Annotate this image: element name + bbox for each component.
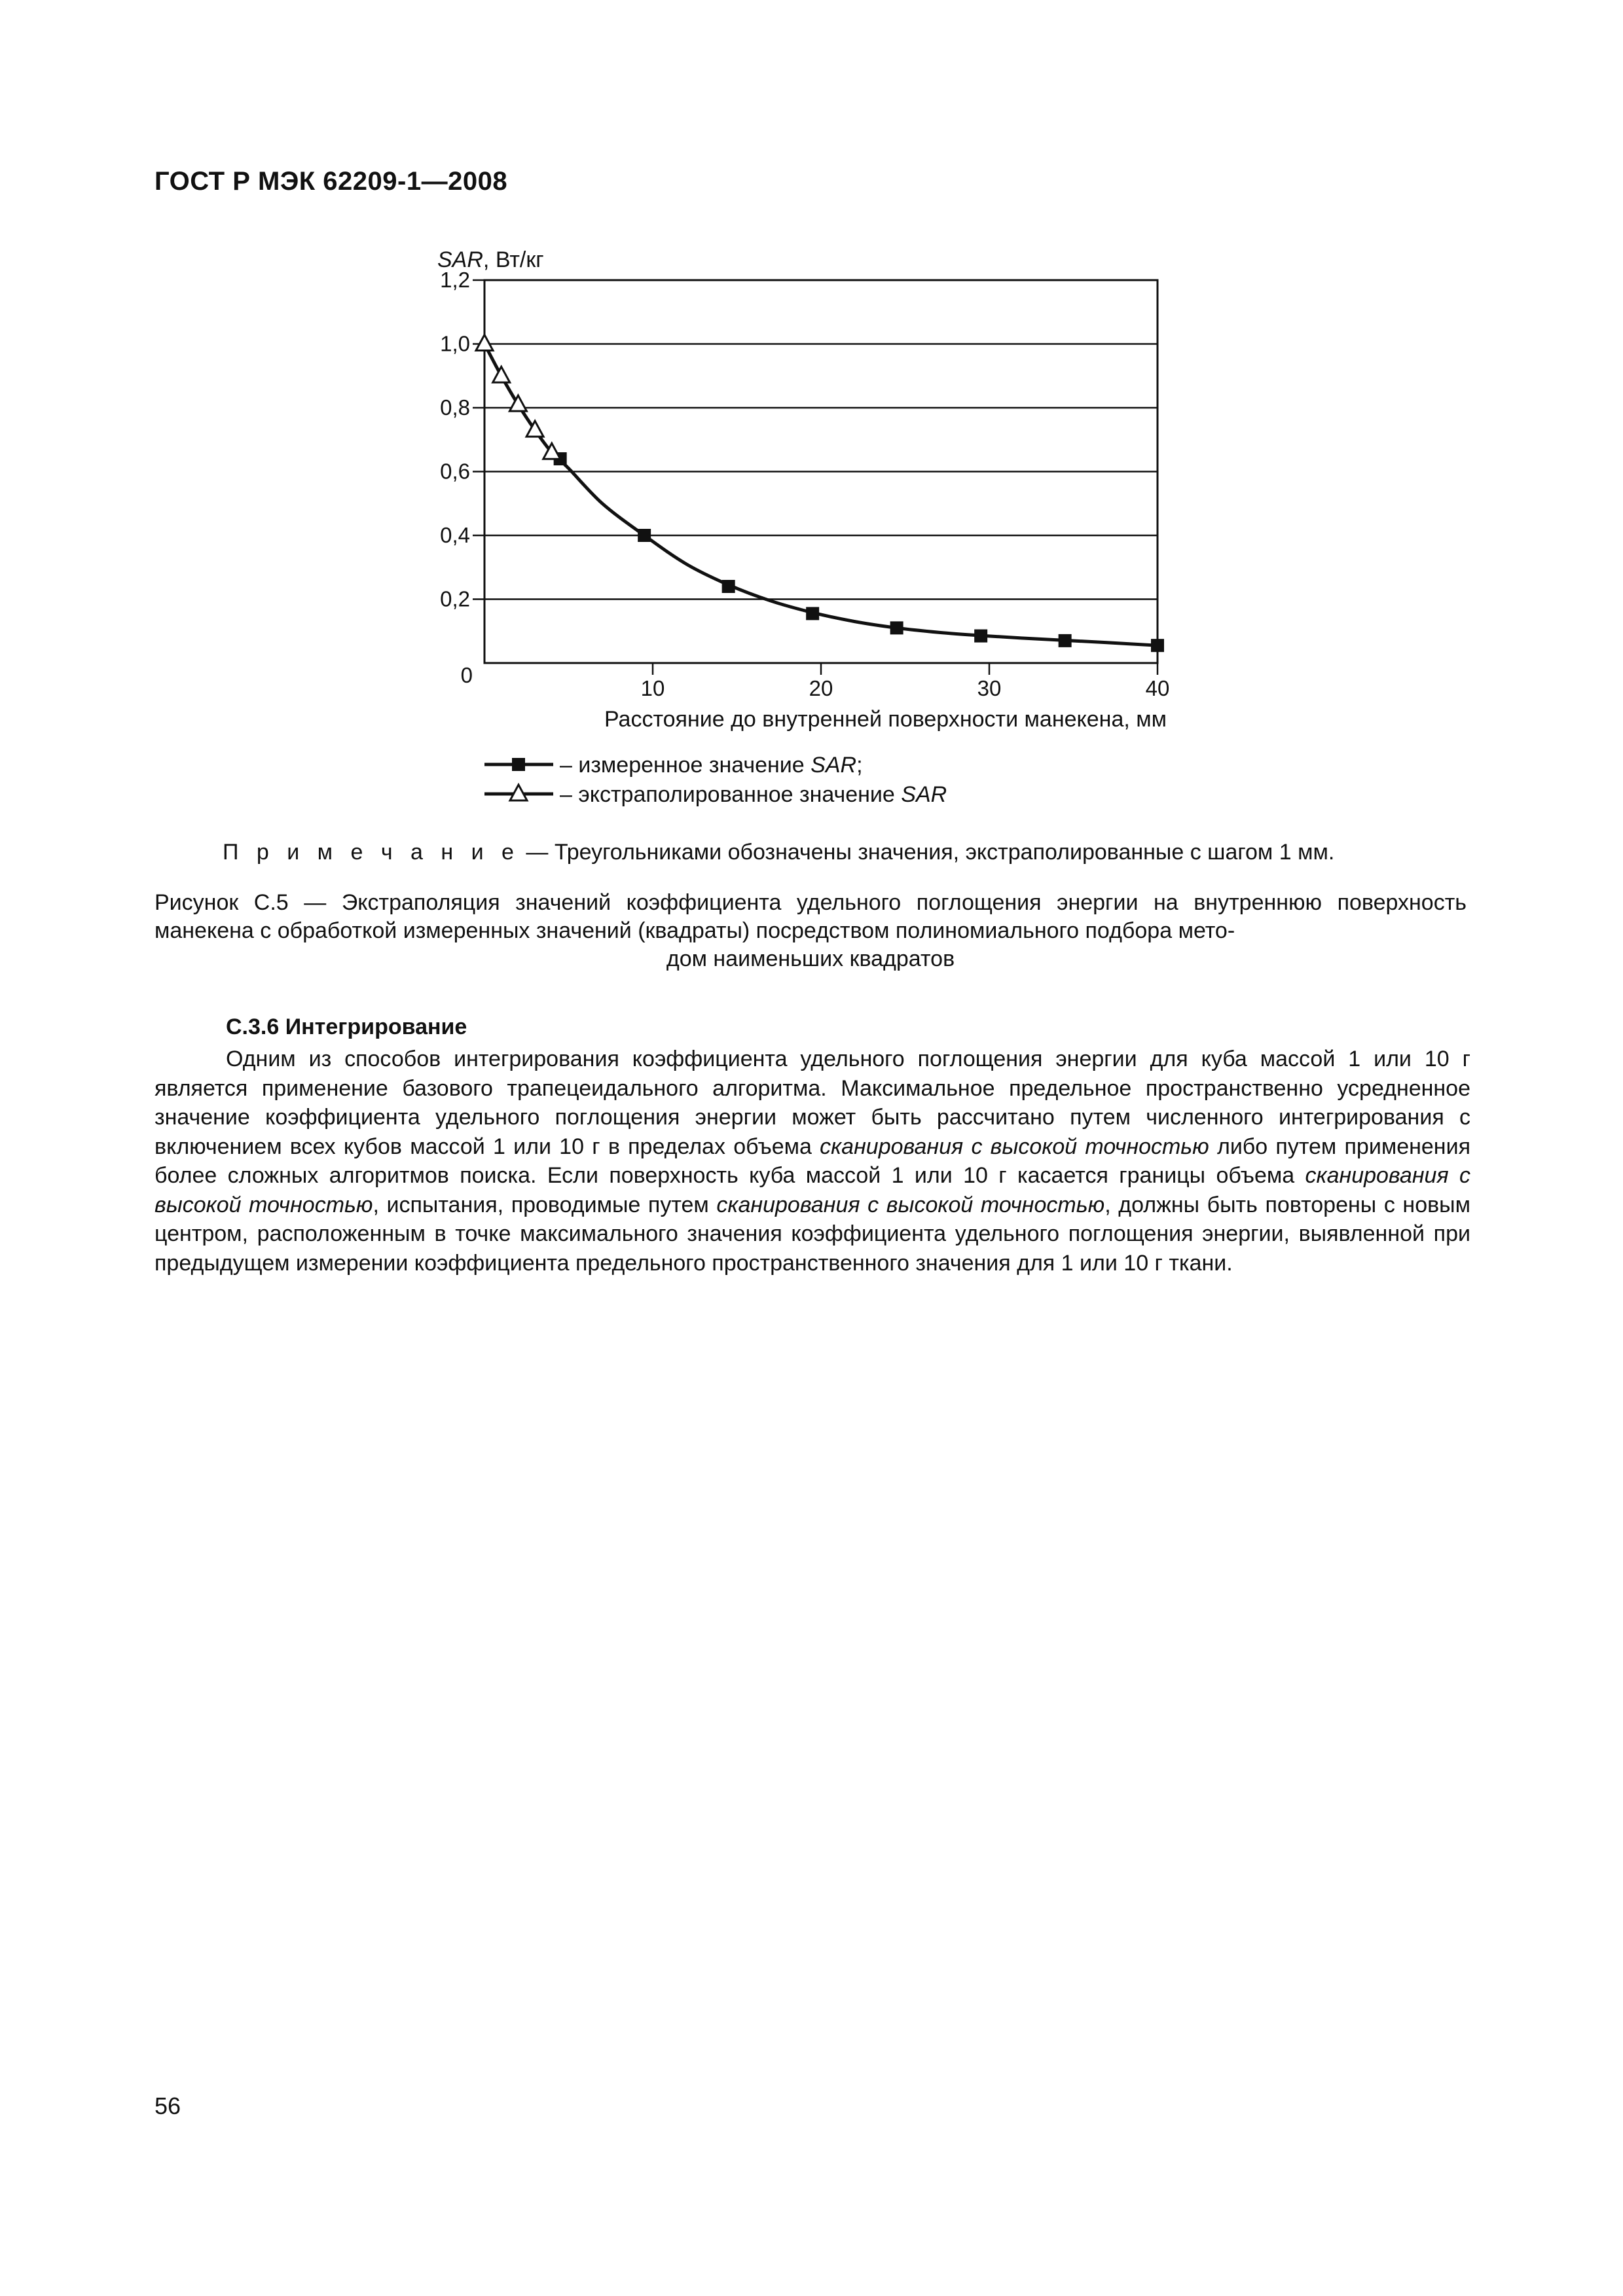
note-label: П р и м е ч а н и е <box>223 840 520 865</box>
y-tick-label: 0,2 <box>440 586 470 611</box>
label-layer <box>437 247 1169 732</box>
y-tick-label: 0,6 <box>440 459 470 484</box>
triangle-marker <box>493 367 510 382</box>
paragraph-text-3: , испытания, проводимые путем <box>373 1192 717 1217</box>
legend-layer <box>484 753 947 807</box>
legend-label: – экстраполированное значение SAR <box>560 782 947 807</box>
x-axis-label: Расстояние до внутренней поверхности манекена, мм <box>604 707 1167 732</box>
caption-main: Рисунок С.5 — Экстраполяция значений коэффициента удельного поглощения энергии на внутреннюю поверхность манекена с обработкой измеренных значений (квадраты) посредством полиномиального подбора мето- <box>155 890 1467 943</box>
square-marker <box>974 630 987 643</box>
page-number: 56 <box>155 2092 181 2119</box>
triangle-marker <box>476 335 493 351</box>
y-tick-label: 0,8 <box>440 395 470 420</box>
x-tick-label: 20 <box>809 676 833 700</box>
y-tick-label: 1,0 <box>440 331 470 356</box>
note-text: — Треугольниками обозначены значения, экстраполированные с шагом 1 мм. <box>519 840 1335 865</box>
marker-layer <box>476 335 1164 653</box>
paragraph-text-4: , должны быть повторены с новым центром, расположенным в точке максимального значения коэффициента удельного поглощения энергии, выявленной при предыдущем измерении коэффициента предельного пространственного значения для 1 или 10 г ткани. <box>155 1192 1470 1276</box>
section-paragraph <box>155 1045 1470 1278</box>
grid-layer <box>484 344 1158 600</box>
curve-layer <box>484 344 1158 646</box>
caption-last-line: дом наименьших квадратов <box>666 946 955 971</box>
fit-curve <box>484 344 1158 646</box>
y-tick-label: 0 <box>460 663 473 687</box>
legend-label: – измеренное значение SAR; <box>560 753 863 778</box>
square-marker <box>806 607 819 620</box>
square-marker <box>512 758 525 771</box>
paragraph-text-1: Одним из способов интегрирования коэффициента удельного поглощения энергии для куба массой 1 или 10 г является применение базового трапецеидального алгоритма. Максимальное предельное пространственно усредненное значение коэффициента удельного поглощения энергии может быть рассчитано путем численного интегрирования с включением всех кубов массой 1 или 10 г в пределах объема <box>155 1047 1470 1159</box>
paragraph-italic-3: сканирования с высокой точностью <box>716 1192 1105 1217</box>
square-marker <box>890 621 903 634</box>
y-axis-label: SAR, Вт/кг <box>437 247 544 272</box>
figure-caption <box>155 889 1467 973</box>
section-title: С.3.6 Интегрирование <box>226 1014 467 1039</box>
x-tick-label: 30 <box>977 676 1002 700</box>
paragraph-italic-2: сканирования с высокой точностью <box>155 1163 1470 1217</box>
square-marker <box>1059 634 1072 647</box>
square-marker <box>722 580 735 593</box>
sar-chart <box>0 0 1623 831</box>
paragraph-italic-1: сканирования с высокой точностью <box>820 1134 1209 1159</box>
y-tick-label: 0,4 <box>440 523 470 547</box>
square-marker <box>1151 639 1164 652</box>
paragraph-text-2: либо путем применения более сложных алгоритмов поиска. Если поверхность куба массой 1 или 10 г касается границы объема <box>155 1134 1470 1188</box>
x-tick-label: 10 <box>640 676 665 700</box>
square-marker <box>638 529 651 542</box>
y-tick-label: 1,2 <box>440 268 470 292</box>
x-tick-label: 40 <box>1145 676 1170 700</box>
document-header: ГОСТ Р МЭК 62209-1—2008 <box>155 167 508 196</box>
figure-note <box>223 840 1334 865</box>
